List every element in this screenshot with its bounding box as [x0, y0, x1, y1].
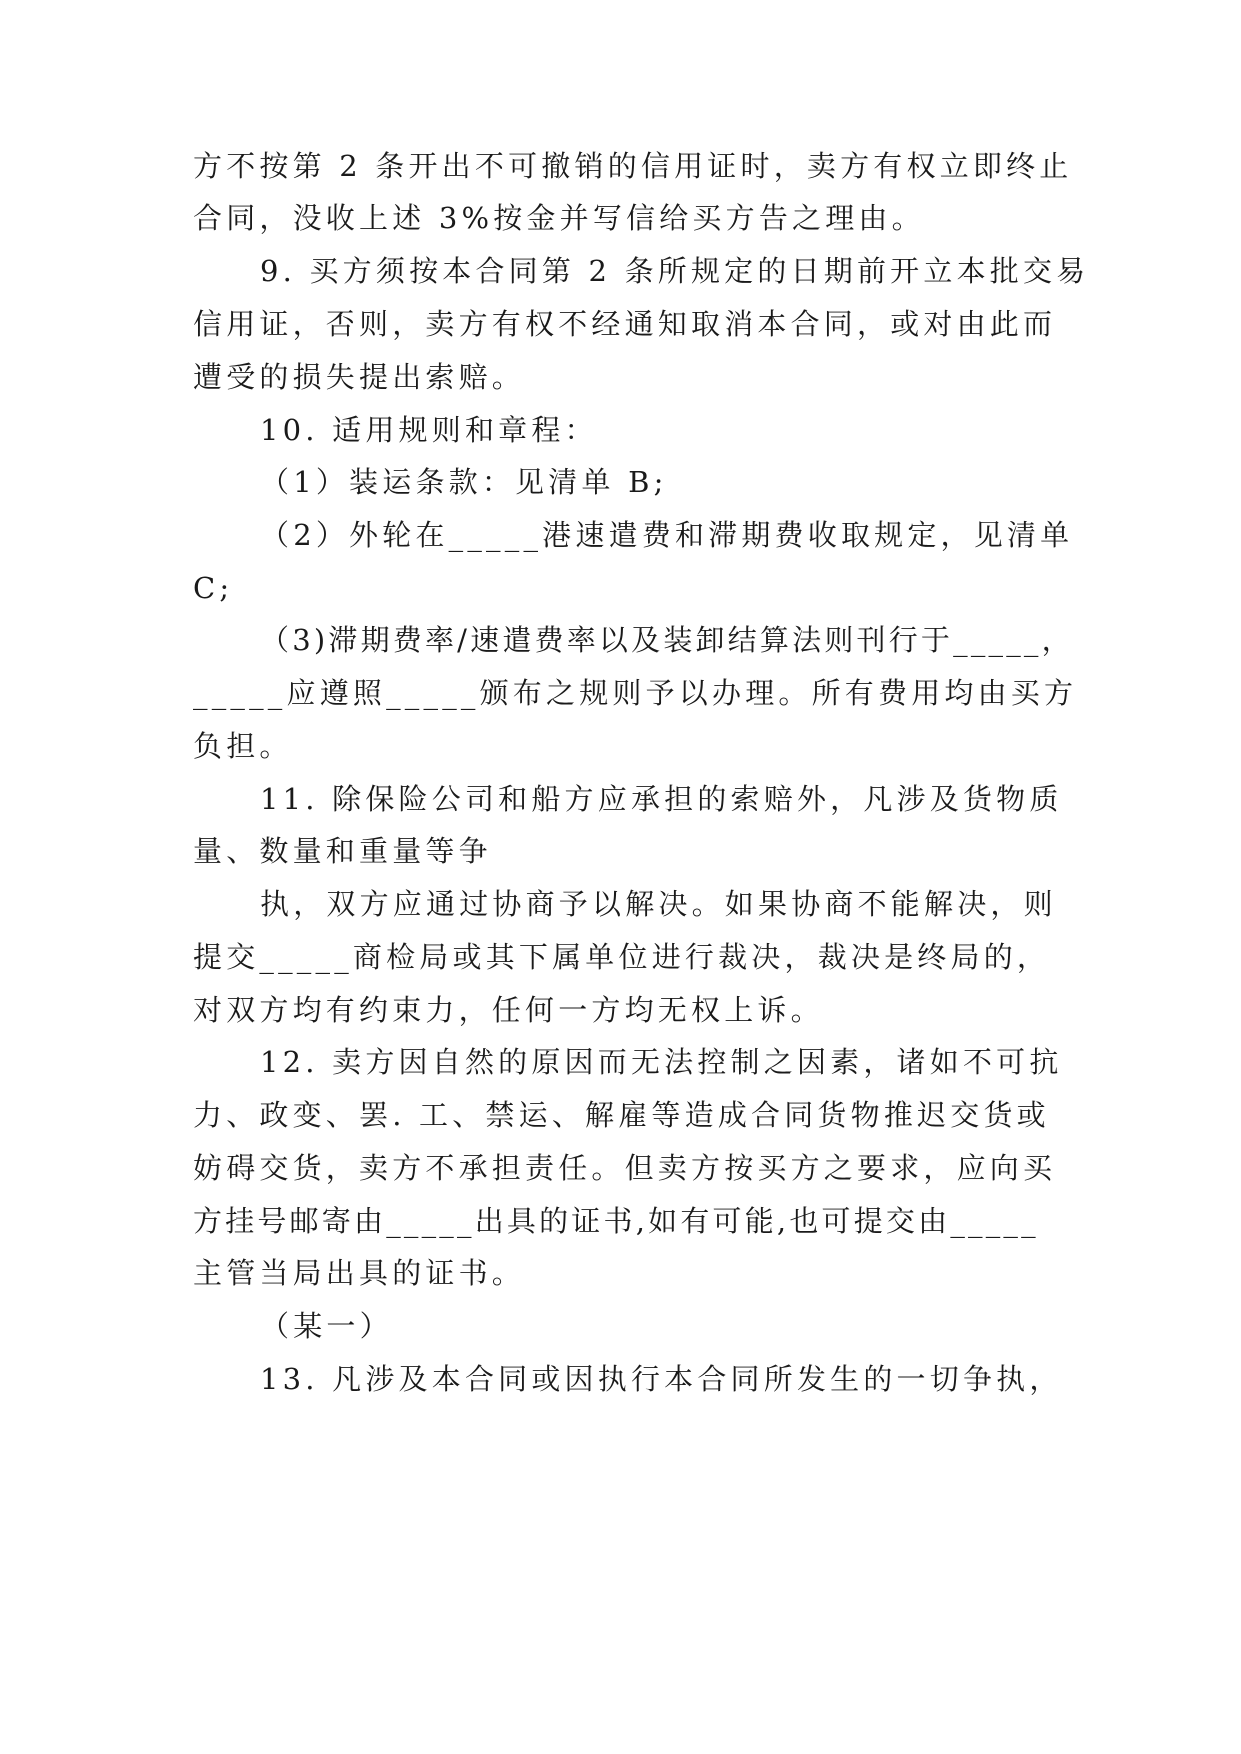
clause-11-heading: 11. 除保险公司和船方应承担的索赔外，凡涉及货物质 — [260, 782, 1063, 816]
text-line: 负担。 — [193, 729, 293, 763]
text-line: 执，双方应通过协商予以解决。如果协商不能解决，则 — [260, 887, 1057, 921]
clause-10-heading: 10. 适用规则和章程： — [260, 413, 598, 447]
list-item: （1）装运条款：见清单 B; — [260, 465, 668, 499]
text-line: 方不按第 2 条开出不可撤销的信用证时，卖方有权立即终止 — [193, 149, 1073, 183]
text-line: _____应遵照_____颁布之规则予以办理。所有费用均由买方 — [193, 676, 1078, 710]
text-line: 合同，没收上述 3%按金并写信给买方告之理由。 — [193, 201, 925, 235]
text-line: 量、数量和重量等争 — [193, 834, 492, 868]
text-line: 提交_____商检局或其下属单位进行裁决，裁决是终局的， — [193, 940, 1051, 974]
note-line: （某一） — [260, 1309, 393, 1343]
text-line: C; — [193, 571, 234, 605]
text-line: 力、政变、罢. 工、禁运、解雇等造成合同货物推迟交货或 — [193, 1098, 1050, 1132]
list-item: （2）外轮在_____港速遣费和滞期费收取规定，见清单 — [260, 518, 1074, 552]
text-line: 对双方均有约束力，任何一方均无权上诉。 — [193, 993, 824, 1027]
list-item: （3)滞期费率/速遣费率以及装卸结算法则刊行于_____， — [260, 623, 1074, 657]
text-line: 主管当局出具的证书。 — [193, 1256, 526, 1290]
clause-12-heading: 12. 卖方因自然的原因而无法控制之因素，诸如不可抗 — [260, 1045, 1063, 1079]
clause-13-heading: 13. 凡涉及本合同或因执行本合同所发生的一切争执， — [260, 1362, 1063, 1396]
text-line: 遭受的损失提出索赔。 — [193, 360, 526, 394]
text-line: 妨碍交货，卖方不承担责任。但卖方按买方之要求，应向买 — [193, 1151, 1057, 1185]
text-line: 方挂号邮寄由_____出具的证书,如有可能,也可提交由_____ — [193, 1204, 1039, 1238]
text-line: 信用证，否则，卖方有权不经通知取消本合同，或对由此而 — [193, 307, 1057, 341]
clause-9-heading: 9. 买方须按本合同第 2 条所规定的日期前开立本批交易 — [260, 254, 1090, 288]
